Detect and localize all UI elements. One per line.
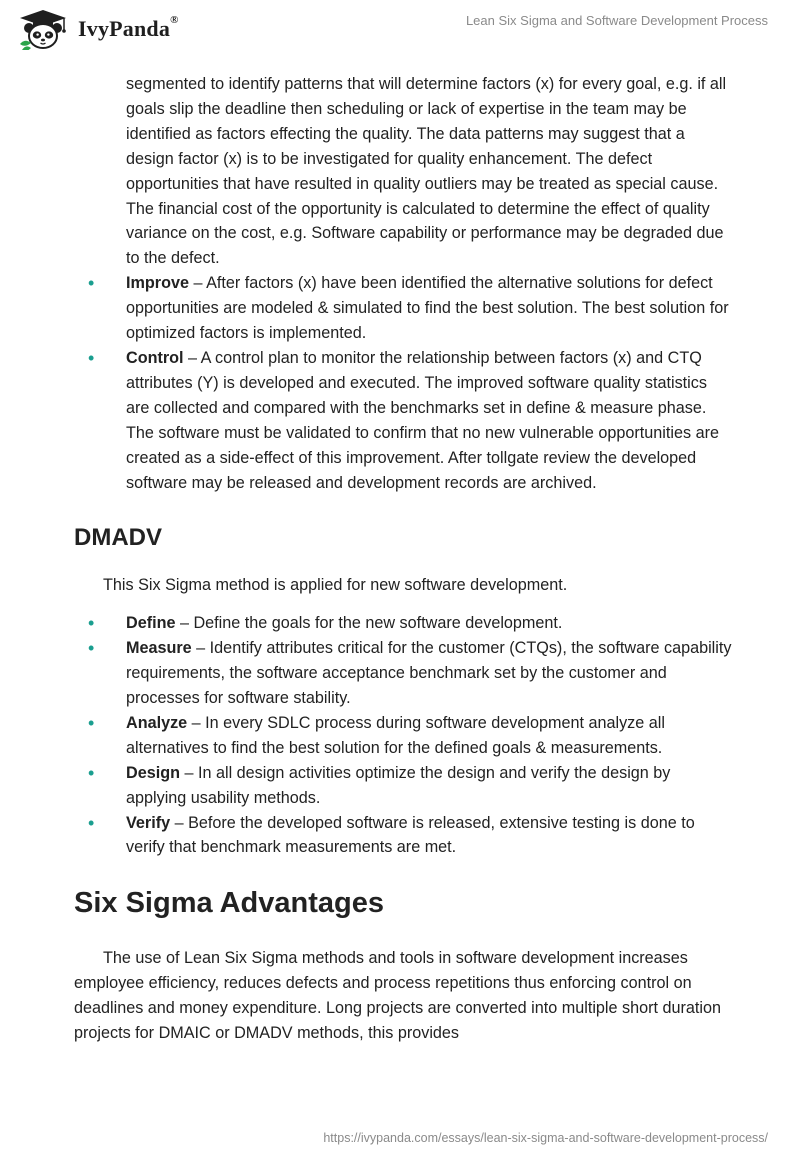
dmadv-heading: DMADV [74, 524, 162, 552]
advantages-heading: Six Sigma Advantages [74, 887, 384, 920]
bullet-icon: • [88, 812, 95, 833]
essay-body [74, 72, 734, 1046]
brand-name: IvyPanda® [78, 14, 179, 41]
dmadv-list [74, 611, 734, 860]
bullet-icon: • [88, 273, 95, 294]
advantages-paragraph: The use of Lean Six Sigma methods and tools in software development increases employee efficiency, reduces defects and process repetitions thus enforcing control on deadlines and money expenditure. Long projects are converted into multiple short duration projects for DMAIC or DMADV methods, this provides [74, 949, 722, 1043]
list-item-improve: • Improve – After factors (x) have been identified the alternative solutions for defect opportunities are modeled & simulated to find the best solution. The best solution for optimized factors is implemented. [88, 273, 729, 343]
bullet-icon: • [88, 347, 95, 368]
document-title: Lean Six Sigma and Software Development Process [465, 13, 768, 28]
bullet-icon: • [88, 613, 95, 634]
brand-logo[interactable] [14, 8, 179, 50]
page-header [0, 0, 800, 60]
dmaic-list [74, 271, 734, 495]
list-item-control: • Control – A control plan to monitor the relationship between factors (x) and CTQ attributes (Y) is developed and executed. The improved software quality statistics are collected and compared with the benchmarks set in define & measure phase. The software must be validated to confirm that no new vulnerable opportunities are created as a side-effect of this improvement. After tollgate review the developed software may be released and development records are archived. [88, 347, 719, 492]
bullet-icon: • [88, 762, 95, 783]
list-item-continuation: segmented to identify patterns that will determine factors (x) for every goal, e.g. if all goals slip the deadline then scheduling or lack of expertise in the team may be identified as factors effecting the quality. The data patterns may suggest that a design factor (x) is to be investigated for quality enhancement. The defect opportunities that have resulted in quality outliers may be treated as special cause. The financial cost of the opportunity is calculated to determine the effect of quality variance on the cost, e.g. Software capability or performance may be degraded due to the defect. [126, 75, 727, 268]
list-item-design: • Design – In all design activities optimize the design and verify the design by applying usability methods. [88, 762, 671, 807]
bullet-icon: • [88, 712, 95, 733]
list-item-verify: • Verify – Before the developed software is released, extensive testing is done to verify that benchmark measurements are met. [88, 812, 695, 857]
list-item-measure: • Measure – Identify attributes critical for the customer (CTQs), the software capability requirements, the software acceptance benchmark set by the customer and processes for software stability. [88, 638, 732, 708]
list-item-analyze: • Analyze – In every SDLC process during software development analyze all alternatives to find the best solution for the defined goals & measurements. [88, 712, 665, 757]
bullet-icon: • [88, 638, 95, 659]
panda-graduate-icon [14, 8, 72, 50]
dmadv-intro: This Six Sigma method is applied for new software development. [103, 576, 568, 595]
list-item-define: • Define – Define the goals for the new software development. [88, 613, 563, 634]
source-url[interactable]: https://ivypanda.com/essays/lean-six-sigma-and-software-development-process/ [323, 1131, 768, 1145]
